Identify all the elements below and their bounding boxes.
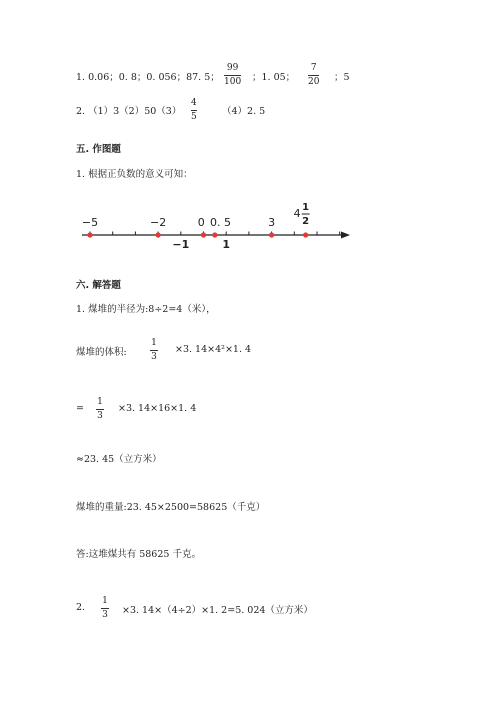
fraction-denominator: 100: [224, 77, 242, 87]
fraction-bar: [191, 110, 197, 111]
fraction-4-5: [191, 99, 197, 122]
drawing-question-text: 1. 根据正负数的意义可知：: [76, 169, 193, 180]
equals-sign: =: [76, 403, 84, 414]
point-label: −2: [149, 216, 167, 229]
data-point: [87, 232, 92, 237]
fraction-99-100: [224, 64, 241, 87]
fraction-1-3-q2: [101, 597, 109, 620]
data-point: [269, 232, 274, 237]
number-line: [0, 198, 500, 258]
mixed-denominator-label: 2: [302, 216, 310, 227]
point-label-below: 1: [222, 238, 231, 251]
fraction-bar: [150, 350, 158, 351]
q1-part1: 1. 0.06；0. 8；0. 056；87. 5；: [76, 72, 220, 83]
fraction-numerator: 1: [97, 397, 103, 407]
point-label: 3: [268, 216, 276, 229]
fraction-numerator: 1: [102, 596, 108, 606]
equals-expression: ×3. 14×16×1. 4: [118, 403, 197, 414]
mixed-whole-label: 4: [293, 207, 301, 220]
fraction-denominator: 3: [97, 411, 103, 421]
fraction-numerator: 7: [310, 63, 317, 73]
data-point: [303, 232, 308, 237]
volume-label: 煤堆的体积:: [76, 347, 127, 358]
q2-part2: （4）2. 5: [222, 106, 266, 117]
q2-number: 2.: [76, 602, 86, 613]
approx-volume: ≈23. 45（立方米）: [76, 454, 162, 465]
data-point: [156, 232, 161, 237]
fraction-numerator: 1: [151, 338, 157, 348]
fraction-bar: [224, 75, 241, 76]
solution-line-radius: 1. 煤堆的半径为:8÷2=4（米），: [76, 304, 216, 315]
q2-expression: ×3. 14×（4÷2）×1. 2=5. 024（立方米）: [122, 605, 313, 616]
axis-arrow-icon: [341, 232, 350, 239]
fraction-1-3-eq: [96, 398, 104, 421]
q2-part1: 2. （1）3（2）50（3）: [76, 106, 182, 117]
fraction-denominator: 20: [308, 77, 320, 87]
fraction-denominator: 3: [102, 610, 108, 620]
fraction-1-3: [150, 339, 158, 362]
mixed-numerator-label: 1: [302, 202, 310, 213]
data-point: [201, 232, 206, 237]
fraction-denominator: 3: [151, 352, 157, 362]
q1-part3: ；5: [334, 72, 350, 83]
point-label: 0. 5: [210, 216, 232, 229]
point-label: −5: [81, 216, 99, 229]
section-title-drawing: 五. 作图题: [76, 144, 121, 155]
section-title-solutions: 六. 解答题: [76, 280, 121, 291]
q1-part2: ；1. 05；: [252, 72, 296, 83]
fraction-numerator: 99: [226, 63, 239, 73]
data-point: [212, 232, 217, 237]
volume-expression: ×3. 14×4²×1. 4: [175, 344, 252, 355]
fraction-bar: [101, 608, 109, 609]
weight-line: 煤堆的重量:23. 45×2500=58625（千克）: [76, 502, 266, 513]
fraction-denominator: 5: [191, 112, 197, 122]
point-label: 0: [197, 216, 205, 229]
fraction-bar: [308, 75, 319, 76]
point-label-below: −1: [172, 238, 190, 251]
answer-line: 答:这堆煤共有 58625 千克。: [76, 549, 201, 560]
fraction-bar: [96, 409, 104, 410]
fraction-7-20: [308, 64, 319, 87]
fraction-numerator: 4: [191, 98, 197, 108]
